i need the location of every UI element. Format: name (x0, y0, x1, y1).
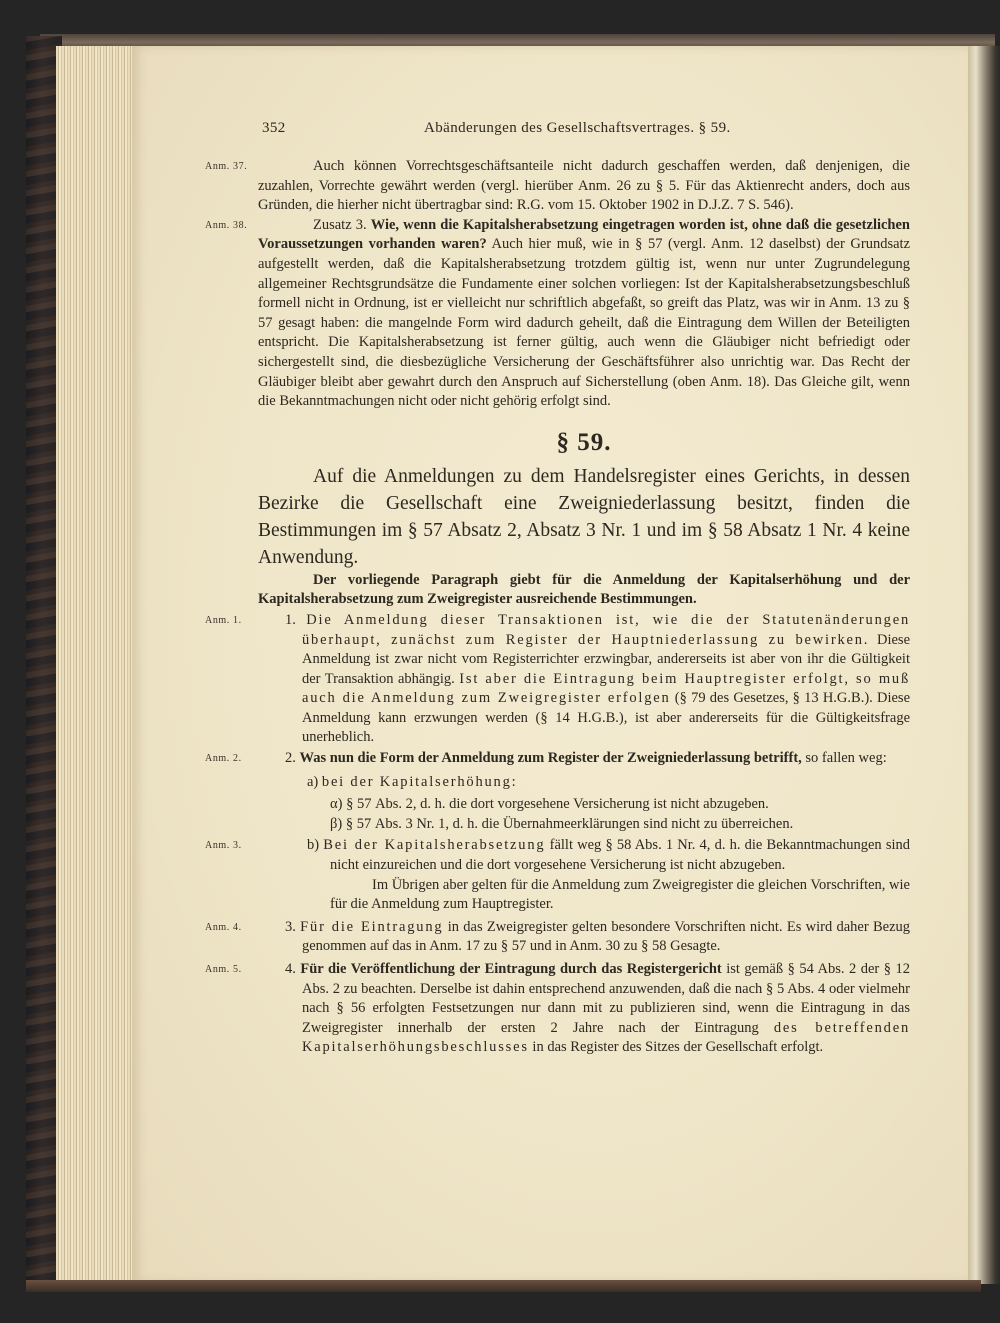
zusatz-label: Zusatz 3. (313, 216, 367, 233)
anm2-bold: Was nun die Form der Anmeldung zum Register der Zweigniederlassung betrifft, (299, 750, 802, 767)
anm1-item (205, 611, 911, 748)
anm3-sub-b (205, 836, 911, 875)
anm5-text-2: in das Register des Sitzes der Gesellschaft erfolgt. (532, 1039, 824, 1056)
anm37-paragraph (205, 157, 910, 216)
margin-label-anm38: Anm. 38. (205, 219, 248, 231)
anm3-spaced: Bei der Kapitalsherabsetzung (323, 837, 546, 854)
anm1-text-1: Diese Anmeldung ist zwar nicht vom Registerrichter erzwingbar, andererseits ist aber von ihr die Gültigkeit der Transaktion abhängig. (302, 631, 911, 687)
anm37-text: Auch können Vorrechtsgeschäftsanteile nicht dadurch geschaffen werden, daß denjenigen, die zuzahlen, Vorrechte gewährt werden (vergl. hierüber Anm. 26 zu § 5. Für das Aktienrecht anders, doch aus Gründen, die hierher nicht übertragbar sind: R.G. vom 15. Oktober 1902 in D.J.Z. 7 S. 546). (258, 158, 910, 214)
sub-marker: b) (307, 837, 320, 854)
anm4-spaced: Für die Eintragung (300, 918, 444, 935)
item-number: 2. (285, 750, 296, 767)
section-heading: § 59. (556, 428, 612, 456)
anm2-sub-alpha (258, 795, 910, 815)
law-text: Auf die Anmeldungen zu dem Handelsregister eines Gerichts, in dessen Bezirke die Gesellschaft eine Zweigniederlassung besitzt, finden die Bestimmungen im § 57 Absatz 2, Absatz 3 Nr. 1 und im § 58 Absatz 1 Nr. 4 keine Anwendung. (258, 465, 910, 568)
book-cover-bottom-edge (26, 1280, 981, 1292)
margin-label-anm5: Anm. 5. (205, 964, 242, 975)
sub-marker: α) (330, 796, 343, 813)
page-gutter-shadow (968, 46, 1000, 1284)
anm1-text-2: (§ 79 des Gesetzes, § 13 H.G.B.). Diese Anmeldung kann erzwungen werden (§ 14 H.G.B.), ist aber andererseits für die Gültigkeitsfrage unerheblich. (302, 690, 911, 746)
anm4-item (205, 918, 911, 957)
running-title: Abänderungen des Gesellschaftsvertrages. § 59. (424, 120, 731, 136)
item-number: 4. (285, 961, 296, 977)
item-number: 3. (285, 918, 296, 935)
anm38-paragraph (205, 216, 911, 412)
anm5-text-1: ist gemäß § 54 Abs. 2 der § 12 Abs. 2 zu beachten. Derselbe ist dahin entsprechend anzuwenden, daß die nach § 5 Abs. 4 oder vielmehr nach § 56 erfolgten Festsetzungen nur dann mit zu publizieren sind, wenn die Eintragung in das Zweigregister innerhalb der ersten 2 Jahre nach der Eintragung (302, 961, 910, 1036)
section-summary: Der vorliegende Paragraph giebt für die Anmeldung der Kapitalserhöhung und der Kapitalsherabsetzung zum Zweigregister ausreichende Bestimmungen. (258, 571, 910, 608)
sub-beta-text: § 57 Abs. 3 Nr. 1, d. h. die Übernahmeerklärungen sind nicht zu überreichen. (345, 815, 794, 832)
anm5-item (205, 960, 910, 1058)
page-stack-edges (56, 46, 136, 1284)
anm2-text: so fallen weg: (805, 750, 887, 767)
margin-label-anm2: Anm. 2. (205, 753, 242, 765)
anm3-remainder: Im Übrigen aber gelten für die Anmeldung zum Zweigregister die gleichen Vorschriften, wie für die Anmeldung zum Hauptregister. (330, 876, 910, 913)
margin-label-anm1: Anm. 1. (205, 614, 242, 626)
sub-a-spaced: bei der Kapitalserhöhung: (321, 773, 518, 790)
anm2-sub-a (258, 773, 910, 793)
anm4-text: in das Zweigregister gelten besondere Vorschriften nicht. Es wird daher Bezug genommen auf das in Anm. 17 zu § 57 und in Anm. 30 zu § 58 Gesagte. (302, 918, 911, 955)
sub-marker: a) (307, 773, 319, 790)
anm2-sub-beta (258, 815, 910, 835)
anm38-text: Auch hier muß, wie in § 57 (vergl. Anm. 12 daselbst) der Grundsatz aufgestellt werden, daß die Kapitalsherabsetzung trotzdem gültig ist, wenn nur unter Zugrundelegung allgemeiner Rechtsgrundsätze die Fundamente einer solchen vorliegen: Ist der Kapitalsherabsetzungsbeschluß formell nicht in Ordnung, ist er vielleicht nur schriftlich abgefaßt, so greift das Platz, was wir in Anm. 13 zu § 57 gesagt haben: die mangelnde Form wird dadurch geheilt, daß die Eintragung dem Willen der Beteiligten entspricht. Die Kapitalsherabsetzung ist ferner gültig, auch wenn die Gläubiger nicht befriedigt oder sichergestellt sind, die diesbezügliche Versicherung der Geschäftsführer also unrichtig war. Das Recht der Gläubiger bleibt aber gewahrt durch den Anspruch auf Sicherstellung (oben Anm. 18). Das Gleiche gilt, wenn die Bekanntmachungen nicht oder nicht gehörig erfolgt sind. (258, 236, 911, 410)
anm1-spaced-2: Ist aber die Eintragung beim Hauptregister erfolgt, so muß auch die Anmeldung zum Zweigregister erfolgen (302, 670, 910, 707)
text-column (205, 157, 911, 1058)
anm3-text: fällt weg § 58 Abs. 1 Nr. 4, d. h. die Bekanntmachungen sind nicht einzureichen und die dort vorgesehene Versicherung ist nicht abzugeben. (330, 837, 911, 874)
margin-label-anm3: Anm. 3. (205, 840, 242, 852)
page-number: 352 (262, 120, 286, 136)
sub-alpha-text: § 57 Abs. 2, d. h. die dort vorgesehene Versicherung ist nicht abzugeben. (346, 796, 769, 813)
zusatz-question: Wie, wenn die Kapitalsherabsetzung eingetragen worden ist, ohne daß die gesetzlichen Voraussetzungen vorhanden waren? (258, 216, 910, 253)
anm5-spaced: des betreffenden Kapitalserhöhungsbeschlusses (302, 1019, 910, 1056)
anm1-spaced-1: Die Anmeldung dieser Transaktionen ist, wie die der Statutenänderungen überhaupt, zunächst zum Register der Hauptniederlassung zu bewirken. (302, 611, 910, 648)
anm2-item (205, 749, 910, 769)
item-number: 1. (285, 611, 296, 628)
margin-label-anm37: Anm. 37. (205, 161, 248, 172)
anm5-bold: Für die Veröffentlichung der Eintragung durch das Registergericht (300, 961, 722, 977)
sub-marker: β) (330, 815, 343, 832)
margin-label-anm4: Anm. 4. (205, 921, 242, 933)
